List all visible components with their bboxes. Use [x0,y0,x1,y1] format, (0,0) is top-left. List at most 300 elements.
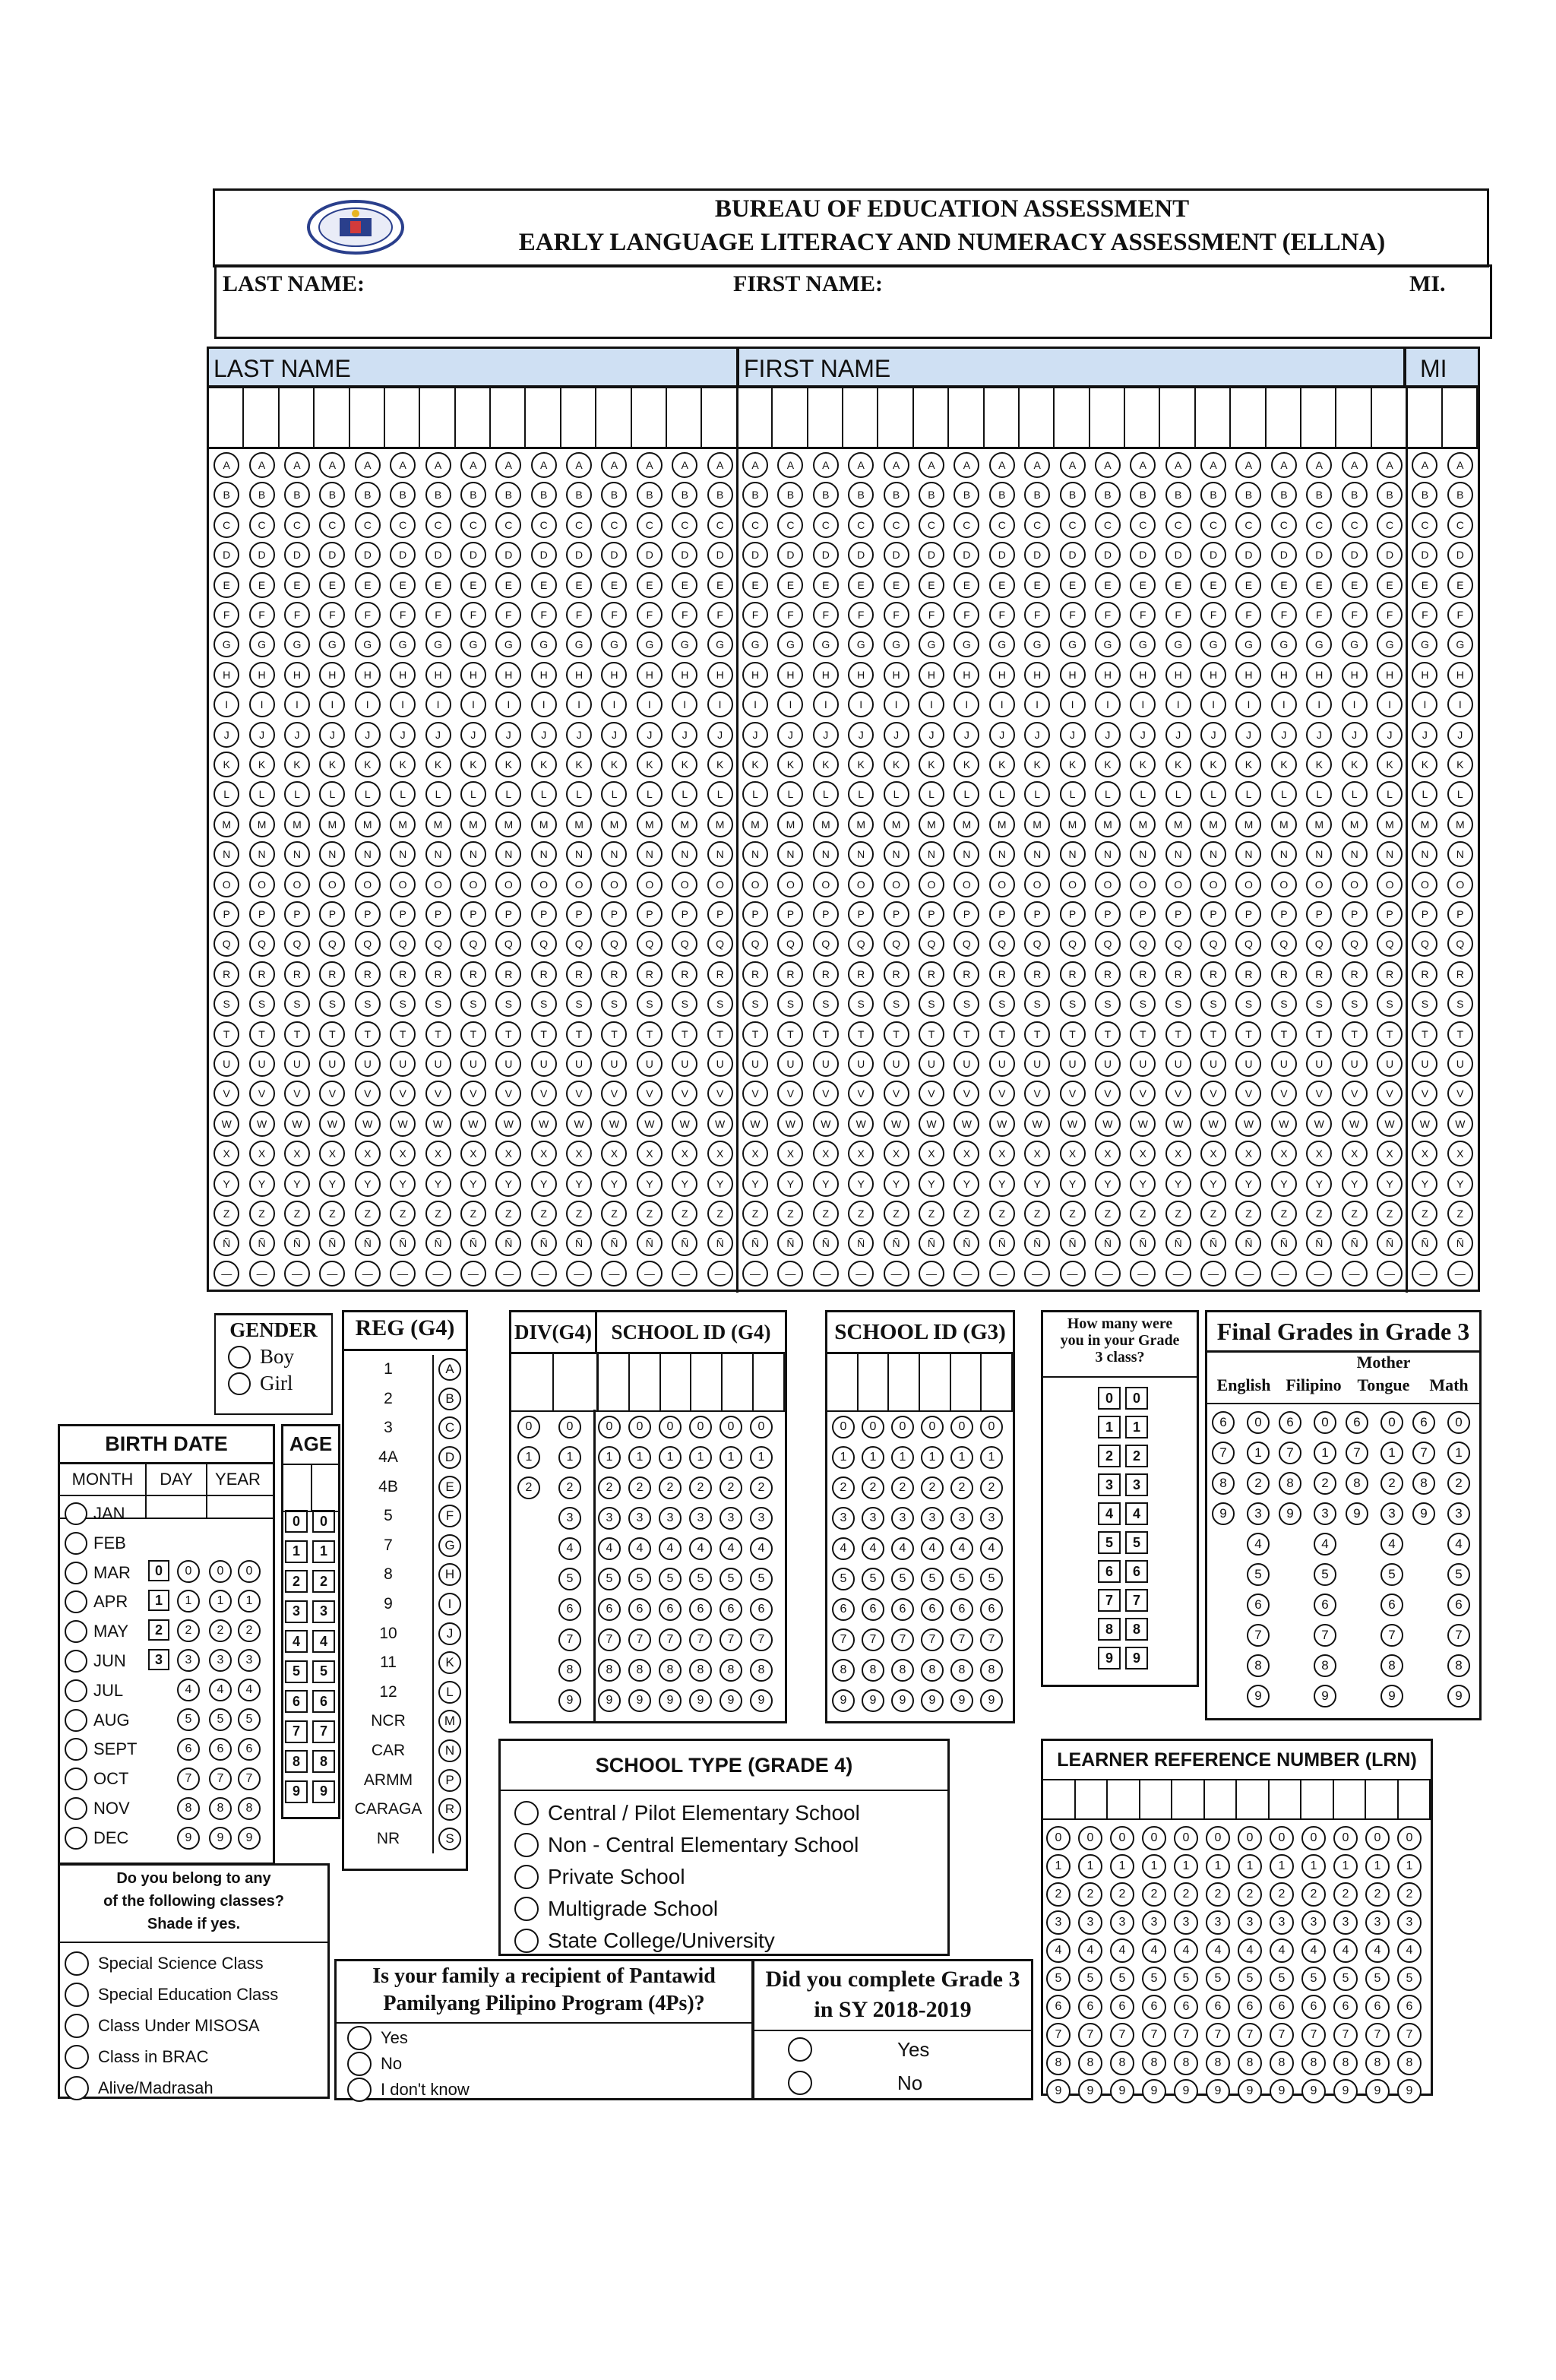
name-write-cell[interactable] [1196,388,1231,448]
answer-bubble[interactable]: 3 [1110,1910,1134,1935]
answer-bubble[interactable]: Q [1024,931,1050,957]
answer-bubble[interactable]: 9 [1279,1502,1301,1525]
answer-bubble[interactable]: 6 [1174,1995,1198,2019]
answer-bubble[interactable]: — [954,1261,979,1287]
answer-bubble[interactable] [514,1865,539,1889]
answer-bubble[interactable]: 0 [719,1416,742,1438]
answer-bubble[interactable]: O [954,872,979,897]
answer-bubble[interactable]: 0 [1098,1387,1121,1410]
answer-bubble[interactable]: A [742,452,768,478]
answer-bubble[interactable]: 6 [659,1598,682,1621]
answer-bubble[interactable]: — [284,1261,310,1287]
answer-bubble[interactable]: O [319,872,345,897]
answer-bubble[interactable]: 2 [1078,1882,1102,1907]
answer-bubble[interactable]: R [1271,961,1297,987]
answer-bubble[interactable]: F [1165,602,1191,628]
answer-bubble[interactable]: J [742,722,768,748]
answer-bubble[interactable]: Y [954,1171,979,1197]
answer-bubble[interactable]: — [1342,1261,1368,1287]
answer-bubble[interactable]: N [884,841,909,867]
answer-bubble[interactable]: Ñ [777,1230,803,1256]
answer-bubble[interactable]: S [355,991,381,1017]
answer-bubble[interactable]: Q [1271,931,1297,957]
answer-bubble[interactable]: 8 [719,1659,742,1682]
answer-bubble[interactable]: 9 [891,1689,914,1712]
answer-bubble[interactable]: G [777,631,803,657]
answer-bubble[interactable] [65,1768,87,1790]
answer-bubble[interactable]: — [566,1261,592,1287]
answer-bubble[interactable]: Ñ [1447,1230,1473,1256]
answer-bubble[interactable]: 1 [1142,1854,1166,1878]
answer-bubble[interactable]: R [319,961,345,987]
answer-bubble[interactable]: 3 [1270,1910,1294,1935]
answer-bubble[interactable]: K [777,752,803,777]
name-write-cell[interactable] [949,388,984,448]
answer-bubble[interactable]: N [1447,841,1473,867]
answer-bubble[interactable]: S [284,991,310,1017]
answer-bubble[interactable]: X [249,1141,275,1166]
answer-bubble[interactable]: 9 [1238,2079,1262,2103]
answer-bubble[interactable]: B [707,482,733,508]
month-option[interactable] [65,1827,128,1850]
answer-bubble[interactable]: R [1342,961,1368,987]
answer-bubble[interactable]: 1 [628,1446,651,1469]
answer-bubble[interactable]: T [742,1021,768,1047]
answer-bubble[interactable]: 6 [1346,1411,1368,1434]
answer-bubble[interactable]: B [390,482,416,508]
option-row[interactable] [65,2010,327,2041]
answer-bubble[interactable]: 2 [1397,1882,1422,1907]
answer-bubble[interactable]: Z [989,1201,1015,1226]
answer-bubble[interactable]: 1 [1447,1442,1470,1464]
answer-bubble[interactable]: 2 [1046,1882,1071,1907]
answer-bubble[interactable]: 9 [750,1689,773,1712]
answer-bubble[interactable]: 7 [1397,2023,1422,2047]
answer-bubble[interactable]: N [460,841,486,867]
answer-bubble[interactable]: C [495,512,521,538]
answer-bubble[interactable]: W [249,1111,275,1137]
answer-bubble[interactable]: A [566,452,592,478]
answer-bubble[interactable]: W [319,1111,345,1137]
answer-bubble[interactable]: W [848,1111,874,1137]
answer-bubble[interactable]: 3 [177,1649,200,1672]
answer-bubble[interactable]: Q [601,931,627,957]
answer-bubble[interactable] [65,1532,87,1555]
answer-bubble[interactable]: 8 [1447,1654,1470,1677]
answer-bubble[interactable]: V [531,1081,557,1106]
answer-bubble[interactable]: F [848,602,874,628]
answer-bubble[interactable]: H [1306,662,1332,688]
answer-bubble[interactable]: 6 [628,1598,651,1621]
answer-bubble[interactable]: A [1095,452,1121,478]
answer-bubble[interactable]: 3 [148,1649,169,1670]
answer-bubble[interactable]: 2 [517,1476,540,1499]
answer-bubble[interactable]: — [1060,1261,1086,1287]
answer-bubble[interactable]: 8 [1174,2051,1198,2075]
answer-bubble[interactable]: — [742,1261,768,1287]
answer-bubble[interactable]: G [355,631,381,657]
answer-bubble[interactable]: 3 [238,1649,261,1672]
answer-bubble[interactable]: L [637,781,663,807]
answer-bubble[interactable]: V [1130,1081,1156,1106]
answer-bubble[interactable]: V [848,1081,874,1106]
answer-bubble[interactable]: Y [355,1171,381,1197]
answer-bubble[interactable]: C [1060,512,1086,538]
answer-bubble[interactable]: F [319,602,345,628]
answer-bubble[interactable]: Z [777,1201,803,1226]
answer-bubble[interactable]: K [249,752,275,777]
answer-bubble[interactable]: Z [1377,1201,1403,1226]
answer-bubble[interactable]: A [531,452,557,478]
answer-bubble[interactable]: G [1342,631,1368,657]
answer-bubble[interactable]: 9 [1365,2079,1390,2103]
answer-bubble[interactable]: O [249,872,275,897]
answer-bubble[interactable]: 1 [558,1446,581,1469]
answer-bubble[interactable]: W [355,1111,381,1137]
answer-bubble[interactable]: 0 [980,1416,1003,1438]
answer-bubble[interactable]: M [213,812,239,837]
answer-bubble[interactable]: O [1412,872,1437,897]
answer-bubble[interactable]: 0 [1046,1826,1071,1850]
answer-bubble[interactable]: Z [1235,1201,1261,1226]
answer-bubble[interactable]: F [425,602,451,628]
answer-bubble[interactable]: 9 [628,1689,651,1712]
answer-bubble[interactable]: 4 [285,1630,308,1653]
write-cell[interactable] [1366,1780,1399,1818]
answer-bubble[interactable]: 9 [177,1827,200,1850]
answer-bubble[interactable]: I [1377,692,1403,717]
answer-bubble[interactable]: X [1200,1141,1226,1166]
answer-bubble[interactable]: X [1377,1141,1403,1166]
answer-bubble[interactable]: 9 [921,1689,944,1712]
answer-bubble[interactable]: P [531,901,557,927]
answer-bubble[interactable]: — [495,1261,521,1287]
answer-bubble[interactable]: P [495,901,521,927]
answer-bubble[interactable]: R [1377,961,1403,987]
answer-bubble[interactable]: R [284,961,310,987]
answer-bubble[interactable]: O [1060,872,1086,897]
answer-bubble[interactable]: A [1130,452,1156,478]
answer-bubble[interactable]: 5 [1301,1967,1326,1991]
answer-bubble[interactable]: B [1095,482,1121,508]
answer-bubble[interactable]: O [813,872,839,897]
answer-bubble[interactable]: Ñ [637,1230,663,1256]
answer-bubble[interactable]: N [425,841,451,867]
answer-bubble[interactable]: 7 [1447,1624,1470,1647]
answer-bubble[interactable]: 6 [598,1598,621,1621]
answer-bubble[interactable]: Z [284,1201,310,1226]
answer-bubble[interactable]: M [919,812,944,837]
answer-bubble[interactable]: K [742,752,768,777]
answer-bubble[interactable]: A [989,452,1015,478]
region-row[interactable] [344,1765,466,1795]
answer-bubble[interactable]: Q [1130,931,1156,957]
answer-bubble[interactable]: 8 [1279,1472,1301,1495]
answer-bubble[interactable]: G [566,631,592,657]
answer-bubble[interactable]: — [989,1261,1015,1287]
answer-bubble[interactable]: G [1165,631,1191,657]
answer-bubble[interactable]: J [425,722,451,748]
answer-bubble[interactable]: D [919,542,944,568]
answer-bubble[interactable]: E [1130,572,1156,598]
name-write-cell[interactable] [1125,388,1160,448]
answer-bubble[interactable]: C [954,512,979,538]
answer-bubble[interactable]: P [1130,901,1156,927]
answer-bubble[interactable]: F [1060,602,1086,628]
answer-bubble[interactable]: 1 [1270,1854,1294,1878]
answer-bubble[interactable]: 1 [1206,1854,1230,1878]
answer-bubble[interactable]: J [213,722,239,748]
answer-bubble[interactable]: 0 [1333,1826,1358,1850]
answer-bubble[interactable]: E [637,572,663,598]
answer-bubble[interactable]: E [284,572,310,598]
answer-bubble[interactable]: 2 [1333,1882,1358,1907]
answer-bubble[interactable]: V [1342,1081,1368,1106]
name-write-cell[interactable] [1301,388,1336,448]
answer-bubble[interactable]: O [566,872,592,897]
write-cell[interactable] [951,1354,982,1410]
answer-bubble[interactable]: 7 [719,1628,742,1651]
answer-bubble[interactable]: C [672,512,697,538]
answer-bubble[interactable]: E [954,572,979,598]
answer-bubble[interactable]: Y [495,1171,521,1197]
answer-bubble[interactable]: H [355,662,381,688]
answer-bubble[interactable]: M [954,812,979,837]
answer-bubble[interactable]: 6 [285,1690,308,1713]
answer-bubble[interactable]: B [1412,482,1437,508]
answer-bubble[interactable]: F [1024,602,1050,628]
answer-bubble[interactable]: V [1060,1081,1086,1106]
answer-bubble[interactable]: S [1447,991,1473,1017]
answer-bubble[interactable]: S [213,991,239,1017]
answer-bubble[interactable]: O [1130,872,1156,897]
answer-bubble[interactable]: 3 [832,1507,855,1530]
answer-bubble[interactable]: U [1200,1051,1226,1077]
answer-bubble[interactable]: S [1060,991,1086,1017]
answer-bubble[interactable]: D [1130,542,1156,568]
answer-bubble[interactable]: 7 [1238,2023,1262,2047]
option-row[interactable] [788,2033,1031,2066]
write-cell[interactable] [920,1354,951,1410]
answer-bubble[interactable]: R [531,961,557,987]
answer-bubble[interactable]: G [1377,631,1403,657]
answer-bubble[interactable]: 0 [285,1510,308,1533]
answer-bubble[interactable]: V [1306,1081,1332,1106]
answer-bubble[interactable]: F [742,602,768,628]
answer-bubble[interactable]: D [438,1446,461,1469]
answer-bubble[interactable]: P [848,901,874,927]
answer-bubble[interactable]: G [601,631,627,657]
answer-bubble[interactable]: N [495,841,521,867]
answer-bubble[interactable]: 0 [312,1510,335,1533]
answer-bubble[interactable]: S [989,991,1015,1017]
answer-bubble[interactable]: — [1165,1261,1191,1287]
answer-bubble[interactable]: V [460,1081,486,1106]
answer-bubble[interactable]: 2 [950,1476,973,1499]
answer-bubble[interactable]: 5 [1110,1967,1134,1991]
answer-bubble[interactable]: G [425,631,451,657]
answer-bubble[interactable]: F [495,602,521,628]
answer-bubble[interactable]: P [1377,901,1403,927]
answer-bubble[interactable]: A [425,452,451,478]
answer-bubble[interactable]: C [438,1416,461,1439]
answer-bubble[interactable]: A [954,452,979,478]
answer-bubble[interactable]: X [813,1141,839,1166]
answer-bubble[interactable]: 2 [1098,1445,1121,1467]
answer-bubble[interactable]: I [531,692,557,717]
answer-bubble[interactable]: 6 [1212,1411,1235,1434]
answer-bubble[interactable]: 0 [1365,1826,1390,1850]
answer-bubble[interactable]: G [637,631,663,657]
answer-bubble[interactable]: 9 [1078,2079,1102,2103]
answer-bubble[interactable]: I [213,692,239,717]
answer-bubble[interactable]: T [1235,1021,1261,1047]
answer-bubble[interactable]: C [390,512,416,538]
answer-bubble[interactable]: 4 [1301,1938,1326,1963]
answer-bubble[interactable]: B [884,482,909,508]
answer-bubble[interactable]: E [495,572,521,598]
answer-bubble[interactable]: 2 [921,1476,944,1499]
answer-bubble[interactable]: K [637,752,663,777]
answer-bubble[interactable]: D [425,542,451,568]
answer-bubble[interactable]: N [1235,841,1261,867]
answer-bubble[interactable]: P [813,901,839,927]
answer-bubble[interactable]: B [1060,482,1086,508]
answer-bubble[interactable]: A [1235,452,1261,478]
answer-bubble[interactable]: 2 [980,1476,1003,1499]
answer-bubble[interactable]: 2 [689,1476,712,1499]
answer-bubble[interactable]: Y [390,1171,416,1197]
answer-bubble[interactable]: J [355,722,381,748]
name-write-cell[interactable] [878,388,913,448]
answer-bubble[interactable]: 5 [1333,1967,1358,1991]
answer-bubble[interactable]: Q [707,931,733,957]
write-cell[interactable] [1205,1780,1238,1818]
answer-bubble[interactable]: Q [637,931,663,957]
answer-bubble[interactable]: 2 [312,1570,335,1593]
answer-bubble[interactable]: I [1200,692,1226,717]
answer-bubble[interactable]: 7 [1412,1442,1435,1464]
answer-bubble[interactable]: X [777,1141,803,1166]
answer-bubble[interactable]: V [919,1081,944,1106]
answer-bubble[interactable]: D [1060,542,1086,568]
answer-bubble[interactable]: P [601,901,627,927]
answer-bubble[interactable]: 9 [1125,1647,1148,1669]
answer-bubble[interactable]: H [566,662,592,688]
answer-bubble[interactable]: B [601,482,627,508]
answer-bubble[interactable]: E [672,572,697,598]
answer-bubble[interactable]: 7 [1380,1624,1403,1647]
answer-bubble[interactable]: — [1271,1261,1297,1287]
answer-bubble[interactable]: 3 [950,1507,973,1530]
answer-bubble[interactable]: K [1306,752,1332,777]
answer-bubble[interactable] [788,2037,812,2062]
answer-bubble[interactable]: N [438,1739,461,1762]
answer-bubble[interactable]: W [460,1111,486,1137]
answer-bubble[interactable]: M [1306,812,1332,837]
answer-bubble[interactable]: O [919,872,944,897]
answer-bubble[interactable]: 6 [1110,1995,1134,2019]
answer-bubble[interactable]: T [777,1021,803,1047]
answer-bubble[interactable]: E [249,572,275,598]
answer-bubble[interactable]: 2 [1206,1882,1230,1907]
answer-bubble[interactable]: V [672,1081,697,1106]
answer-bubble[interactable]: S [813,991,839,1017]
answer-bubble[interactable]: P [1060,901,1086,927]
answer-bubble[interactable]: Z [390,1201,416,1226]
answer-bubble[interactable]: Z [1130,1201,1156,1226]
answer-bubble[interactable]: M [1342,812,1368,837]
answer-bubble[interactable]: L [601,781,627,807]
answer-bubble[interactable]: 5 [1206,1967,1230,1991]
answer-bubble[interactable]: 7 [238,1768,261,1790]
option-row[interactable] [514,1925,947,1957]
answer-bubble[interactable]: G [1130,631,1156,657]
answer-bubble[interactable]: D [707,542,733,568]
answer-bubble[interactable]: T [1271,1021,1297,1047]
answer-bubble[interactable]: E [1447,572,1473,598]
answer-bubble[interactable]: 7 [177,1768,200,1790]
answer-bubble[interactable]: 0 [891,1416,914,1438]
answer-bubble[interactable]: Ñ [319,1230,345,1256]
name-write-cell[interactable] [632,388,667,448]
answer-bubble[interactable]: 5 [628,1568,651,1590]
answer-bubble[interactable]: B [319,482,345,508]
answer-bubble[interactable]: U [813,1051,839,1077]
answer-bubble[interactable]: G [495,631,521,657]
answer-bubble[interactable]: Ñ [531,1230,557,1256]
answer-bubble[interactable]: 4 [1333,1938,1358,1963]
name-write-area[interactable] [220,302,1481,332]
answer-bubble[interactable]: A [777,452,803,478]
answer-bubble[interactable]: X [707,1141,733,1166]
answer-bubble[interactable]: E [884,572,909,598]
answer-bubble[interactable]: T [284,1021,310,1047]
answer-bubble[interactable]: E [438,1476,461,1499]
answer-bubble[interactable]: 1 [832,1446,855,1469]
answer-bubble[interactable]: Ñ [249,1230,275,1256]
answer-bubble[interactable]: 5 [891,1568,914,1590]
answer-bubble[interactable]: H [460,662,486,688]
answer-bubble[interactable]: L [707,781,733,807]
answer-bubble[interactable]: O [989,872,1015,897]
answer-bubble[interactable]: E [425,572,451,598]
answer-bubble[interactable]: — [1200,1261,1226,1287]
answer-bubble[interactable]: U [390,1051,416,1077]
answer-bubble[interactable]: I [1165,692,1191,717]
answer-bubble[interactable]: 5 [862,1568,884,1590]
answer-bubble[interactable]: 5 [1270,1967,1294,1991]
answer-bubble[interactable]: K [1024,752,1050,777]
answer-bubble[interactable]: L [495,781,521,807]
answer-bubble[interactable]: 4 [1142,1938,1166,1963]
answer-bubble[interactable]: 6 [1314,1594,1336,1616]
answer-bubble[interactable] [65,2045,89,2069]
write-cell[interactable] [859,1354,890,1410]
region-row[interactable] [344,1825,466,1854]
answer-bubble[interactable]: A [460,452,486,478]
answer-bubble[interactable]: F [1342,602,1368,628]
answer-bubble[interactable]: 3 [1301,1910,1326,1935]
answer-bubble[interactable]: R [1130,961,1156,987]
answer-bubble[interactable]: S [1130,991,1156,1017]
answer-bubble[interactable]: B [1342,482,1368,508]
answer-bubble[interactable]: J [1235,722,1261,748]
answer-bubble[interactable]: L [425,781,451,807]
answer-bubble[interactable]: T [813,1021,839,1047]
answer-bubble[interactable]: Y [742,1171,768,1197]
answer-bubble[interactable]: — [672,1261,697,1287]
